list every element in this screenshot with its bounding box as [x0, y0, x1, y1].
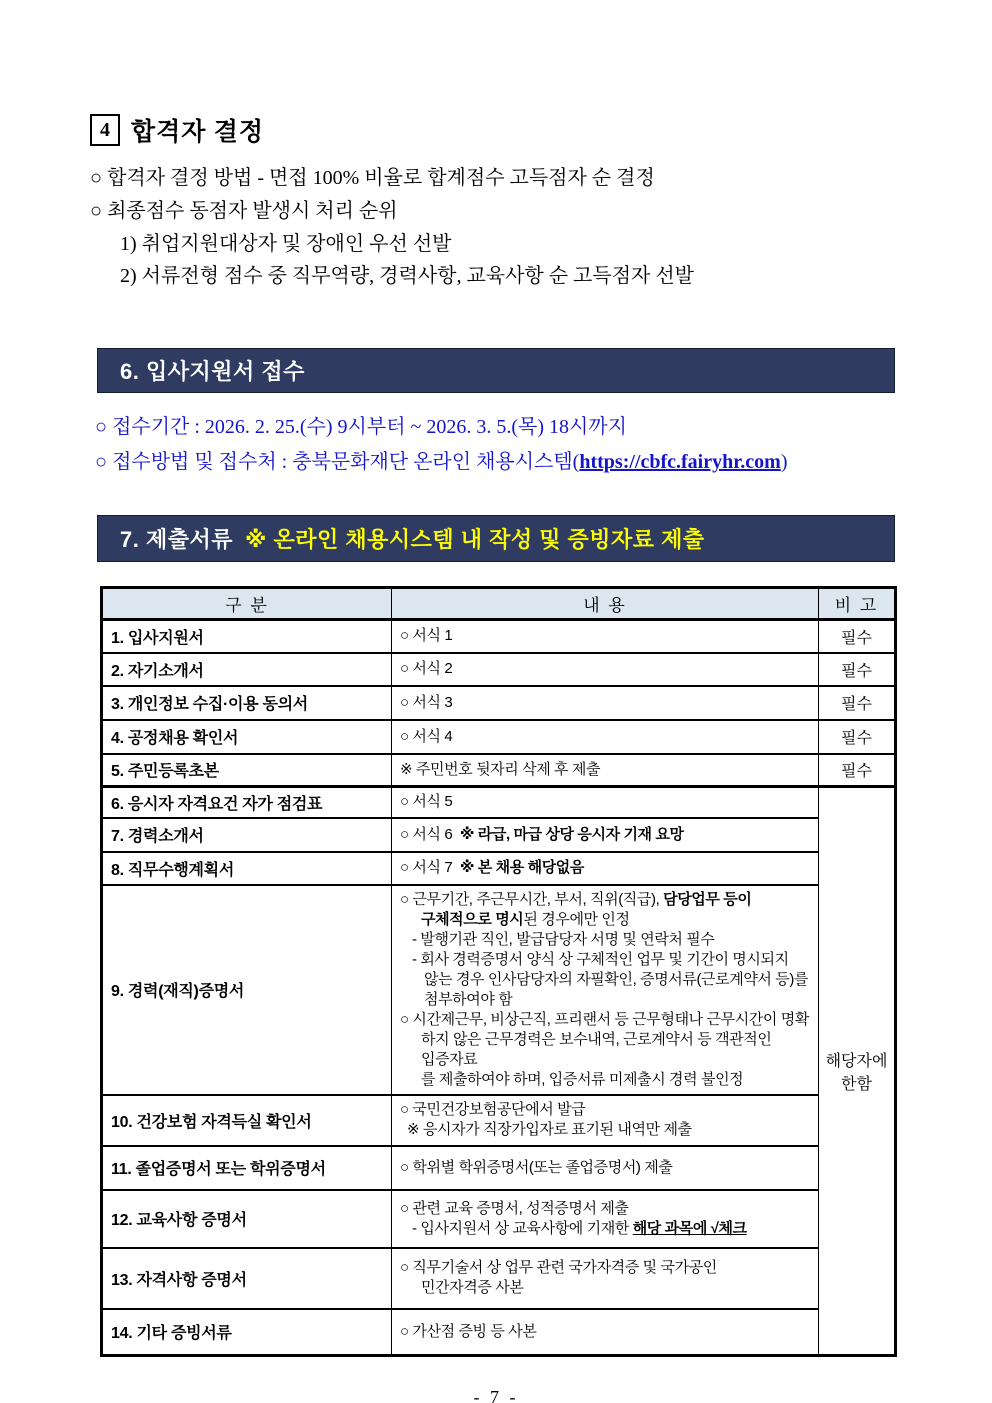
table-row: [102, 818, 896, 852]
row-content-cell: ○ 서식 4: [392, 720, 819, 754]
table-row: [102, 686, 896, 720]
column-header-content: 내 용: [392, 588, 819, 620]
row-label-cell: 12. 교육사항 증명서: [102, 1190, 392, 1248]
table-row: [102, 787, 896, 818]
row-label-cell: 5. 주민등록초본: [102, 754, 392, 787]
application-method-prefix: ○ 접수방법 및 접수처 : 충북문화재단 온라인 채용시스템(: [95, 451, 580, 473]
row-label-cell: 8. 직무수행계획서: [102, 852, 392, 885]
application-period-line: ○ 접수기간 : 2026. 2. 25.(수) 9시부터 ~ 2026. 3. 5.(목) 18시까지: [95, 416, 627, 438]
row-label-cell: 1. 입사지원서: [102, 620, 392, 653]
row-note-cell: 필수: [819, 620, 896, 653]
table-row: [102, 653, 896, 686]
row-content-cell: ○ 직무기술서 상 업무 관련 국가자격증 및 국가공인 민간자격증 사본: [392, 1248, 819, 1309]
row-label-cell: 13. 자격사항 증명서: [102, 1248, 392, 1309]
row-content-cell: ○ 학위별 학위증명서(또는 졸업증명서) 제출: [392, 1146, 819, 1190]
section-pass-decision: [90, 112, 900, 292]
section6-body: [95, 410, 900, 480]
column-header-category: 구 분: [102, 588, 392, 620]
row-content-cell: ○ 서식 1: [392, 620, 819, 653]
table-row: [102, 1146, 896, 1190]
row-note-cell: 필수: [819, 653, 896, 686]
row-label-cell: 9. 경력(재직)증명서: [102, 885, 392, 1095]
table-row: [102, 620, 896, 653]
row-label-cell: 6. 응시자 자격요건 자가 점검표: [102, 787, 392, 818]
section4-bullet-2: ○ 최종점수 동점자 발생시 처리 순위: [90, 200, 398, 222]
column-header-remark: 비 고: [819, 588, 896, 620]
row-content-cell: ○ 서식 6 ※ 라급, 마급 상당 응시자 기재 요망: [392, 818, 819, 852]
table-header-row: [102, 588, 896, 620]
row-note-cell: 필수: [819, 754, 896, 787]
row-content-cell: ○ 국민건강보험공단에서 발급 ※ 응시자가 직장가입자로 표기된 내역만 제출: [392, 1095, 819, 1146]
row-content-cell: ○ 서식 5: [392, 787, 819, 818]
section6-header: [97, 348, 895, 393]
section4-heading: [90, 112, 900, 148]
row-content-cell: ○ 서식 7 ※ 본 채용 해당없음: [392, 852, 819, 885]
row-label-cell: 2. 자기소개서: [102, 653, 392, 686]
row-content-cell: ※ 주민번호 뒷자리 삭제 후 제출: [392, 754, 819, 787]
row-note-cell: 필수: [819, 686, 896, 720]
section4-subitem-2: 2) 서류전형 점수 중 직무역량, 경력사항, 교육사항 순 고득점자 선발: [120, 265, 694, 287]
section7-subtitle: ※ 온라인 채용시스템 내 작성 및 증빙자료 제출: [244, 527, 705, 552]
application-method-suffix: ): [780, 451, 788, 473]
row-label-cell: 11. 졸업증명서 또는 학위증명서: [102, 1146, 392, 1190]
section4-subitem-1: 1) 취업지원대상자 및 장애인 우선 선발: [120, 233, 452, 255]
section4-number-box: 4: [90, 114, 120, 146]
row-label-cell: 14. 기타 증빙서류: [102, 1309, 392, 1356]
section7-title: 7. 제출서류: [120, 527, 233, 552]
section6-title: 6. 입사지원서 접수: [120, 359, 305, 384]
recruitment-system-link[interactable]: https://cbfc.fairyhr.com: [579, 451, 781, 473]
table-row: [102, 754, 896, 787]
section4-title: 합격자 결정: [131, 119, 265, 146]
table-row: [102, 1190, 896, 1248]
row-label-cell: 3. 개인정보 수집·이용 동의서: [102, 686, 392, 720]
row-content-cell: ○ 서식 2: [392, 653, 819, 686]
submission-documents-table: [100, 586, 897, 1357]
row-label-cell: 4. 공정채용 확인서: [102, 720, 392, 754]
table-row: [102, 1309, 896, 1356]
application-method-line: [95, 445, 900, 480]
table-row: [102, 720, 896, 754]
row-content-cell: ○ 관련 교육 증명서, 성적증명서 제출 - 입사지원서 상 교육사항에 기재한 해당 과목에 √체크: [392, 1190, 819, 1248]
merged-note-cell: 해당자에 한함: [819, 787, 896, 1356]
table-row: [102, 1248, 896, 1309]
table-row: [102, 1095, 896, 1146]
page-number: - 7 -: [473, 1387, 519, 1403]
row-note-cell: 필수: [819, 720, 896, 754]
row-content-cell: ○ 서식 3: [392, 686, 819, 720]
row-content-cell: ○ 가산점 증빙 등 사본: [392, 1309, 819, 1356]
row-label-cell: 10. 건강보험 자격득실 확인서: [102, 1095, 392, 1146]
table-row: [102, 885, 896, 1095]
table-row: [102, 852, 896, 885]
row-label-cell: 7. 경력소개서: [102, 818, 392, 852]
row-content-cell: ○ 근무기간, 주근무시간, 부서, 직위(직급), 담당업무 등이 구체적으로 명시된 경우에만 인정 - 발행기관 직인, 발급담당자 서명 및 연락처 필수 - 회사 경력증명서 양식 상 구체적인 업무 및 기간이 명시되지 않는 경우 인사담당자의 자필확인, 증명서류(근로계약서 등)를 첨부하여야 함 ○ 시간제근무, 비상근직, 프리랜서 등 근무형태나 근무시간이 명확 하지 않은 근무경력은 보수내역, 근로계약서 등 객관적인 입증자료 를 제출하여야 하며, 입증서류 미제출시 경력 불인정: [392, 885, 819, 1095]
section4-bullet-1: ○ 합격자 결정 방법 - 면접 100% 비율로 합계점수 고득점자 순 결정: [90, 167, 655, 189]
section7-header: [97, 515, 895, 562]
